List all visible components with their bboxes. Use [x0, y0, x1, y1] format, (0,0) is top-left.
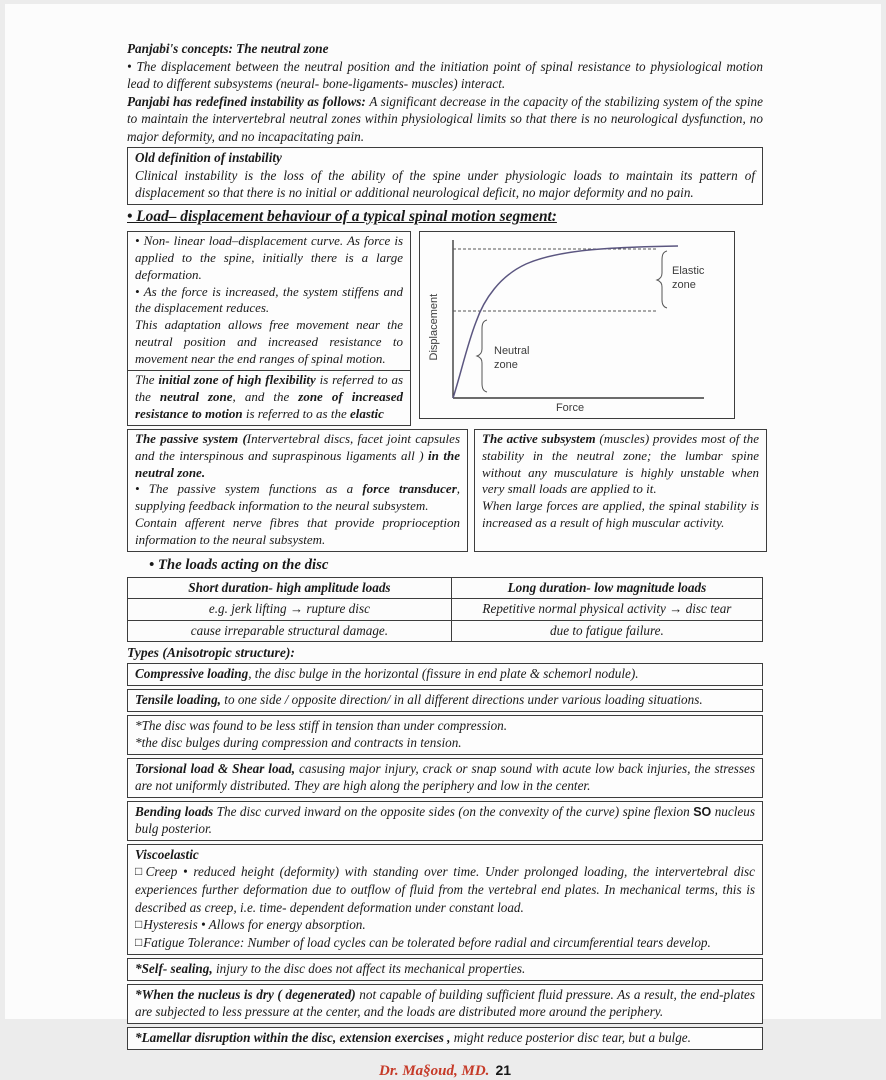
load-displacement-heading: • Load– displacement behaviour of a typical spinal motion segment:	[127, 207, 557, 225]
zones-definition-box: The initial zone of high flexibility is referred to as the neutral zone, and the zone of increased resistance to motion is referred to as the elastic	[127, 371, 411, 426]
load-displacement-chart	[419, 231, 735, 419]
curve-point-1: • Non- linear load–displacement curve. As force is applied to the spine, initially there is a large deformation.	[135, 232, 403, 282]
document-page	[5, 4, 881, 1079]
passive-active-section	[127, 429, 763, 552]
tensile-loading-row: Tensile loading, to one side / opposite direction/ in all different directions under various loading situations.	[127, 689, 763, 712]
table-row: e.g. jerk lifting → rupture disc Repetitive normal physical activity → disc tear	[128, 599, 763, 620]
old-definition-title: Old definition of instability	[135, 150, 282, 166]
types-heading: Types (Anisotropic structure):	[127, 645, 295, 661]
compressive-loading-row: Compressive loading, the disc bulge in the horizontal (fissure in end plate & schemorl nodule).	[127, 663, 763, 686]
viscoelastic-hysteresis-item: □Hysteresis • Allows for energy absorption.	[135, 917, 366, 933]
neutral-zone-brace	[477, 320, 487, 392]
page-footer	[127, 1062, 763, 1080]
self-sealing-row: *Self- sealing, injury to the disc does not affect its mechanical properties.	[127, 958, 763, 981]
y-axis-label: Displacement	[427, 293, 440, 361]
loads-heading: • The loads acting on the disc	[149, 556, 329, 573]
old-definition-body: Clinical instability is the loss of the ability of the spine under physiologic loads to maintain its pattern of displacement so that there is no initial or additional neurological deficit, no major deformity and no pain.	[135, 167, 755, 201]
viscoelastic-creep-item: □Creep • reduced height (deformity) with standing over time. Under prolonged loading, the intervertebral disc experiences further deformation due to outflow of fluid from the vertebral end plates. In mechanical terms, this is described as creep, i.e. time- dependent deformation under constant load.	[135, 864, 755, 915]
page-content	[127, 40, 763, 1080]
elastic-zone-label: Elastic zone	[672, 264, 705, 292]
bending-loads-row: Bending loads The disc curved inward on the opposite sides (on the convexity of the curve) spine flexion SO nucleus bulg posterior.	[127, 801, 763, 841]
curve-description-box	[127, 231, 411, 371]
x-axis-label: Force	[555, 401, 585, 414]
viscoelastic-fatigue-item: □Fatigue Tolerance: Number of load cycles can be tolerated before radial and circumferential tears develop.	[135, 935, 711, 951]
intro-section	[127, 40, 763, 145]
load-displacement-curve	[453, 246, 678, 398]
viscoelastic-box	[127, 844, 763, 956]
load-displacement-section	[127, 231, 763, 426]
checkbox-icon: □	[135, 935, 143, 950]
old-definition-box	[127, 147, 763, 205]
intro-bullet-paragraph: • The displacement between the neutral position and the initiation point of spinal resistance to physiological motion lead to different subsystems (neural- bone-ligaments- muscles) interact.	[127, 58, 763, 92]
passive-system-box: The passive system (Intervertebral discs, facet joint capsules and the interspinous and supraspinous ligaments all ) in the neutral zone. • The passive system functions as a force transducer, supplying feedback information to the neural subsystem. Contain afferent nerve fibres that provide proprioception information to the neural subsystem.	[127, 429, 468, 552]
checkbox-icon: □	[135, 917, 143, 932]
checkbox-icon: □	[135, 864, 145, 879]
intro-redefined-paragraph: Panjabi has redefined instability as follows: A significant decrease in the capacity of the stabilizing system of the spine to maintain the intervertebral neutral zones within physiological limits so that there is no neurological dysfunction, no major deformity, and no incapacitating pain.	[127, 93, 763, 144]
loads-table	[127, 577, 763, 642]
curve-point-3: This adaptation allows free movement near the neutral position and increased resistance to movement near the end ranges of spinal motion.	[135, 317, 403, 367]
chart-canvas	[420, 232, 732, 416]
dry-nucleus-row: *When the nucleus is dry ( degenerated) not capable of building sufficient fluid pressure. As a result, the end-plates are subjected to less pressure at the center, and the loads are distributed more around the periphery.	[127, 984, 763, 1024]
torsional-shear-row: Torsional load & Shear load, casusing major injury, crack or snap sound with acute low back injuries, the stresses are not uniformly distributed. They are high along the periphery and low in the center.	[127, 758, 763, 798]
neutral-zone-label: Neutral zone	[494, 344, 530, 372]
table-header-short-duration: Short duration- high amplitude loads	[128, 577, 452, 598]
page-number: 21	[495, 1061, 512, 1078]
curve-point-2: • As the force is increased, the system stiffens and the displacement reduces.	[135, 283, 403, 316]
table-header-row	[128, 577, 763, 598]
lamellar-disruption-row: *Lamellar disruption within the disc, extension exercises , might reduce posterior disc tear, but a bulge.	[127, 1027, 763, 1050]
active-subsystem-box: The active subsystem (muscles) provides most of the stability in the neutral zone; the lumbar spine without any musculature is highly unstable when very small loads are applied to it. When large forces are applied, the spinal stability is increased as a result of high muscular activity.	[474, 429, 767, 552]
elastic-zone-brace	[657, 251, 667, 308]
intro-title: Panjabi's concepts: The neutral zone	[127, 41, 329, 56]
table-row: cause irreparable structural damage. due to fatigue failure.	[128, 620, 763, 641]
author-name: Dr. Ma§oud, MD.	[378, 1062, 490, 1079]
table-header-long-duration: Long duration- low magnitude loads	[451, 577, 762, 598]
viscoelastic-title: Viscoelastic	[135, 846, 199, 862]
curve-description-column	[127, 231, 411, 426]
tension-notes-row: *The disc was found to be less stiff in tension than under compression. *the disc bulges during compression and contracts in tension.	[127, 715, 763, 755]
